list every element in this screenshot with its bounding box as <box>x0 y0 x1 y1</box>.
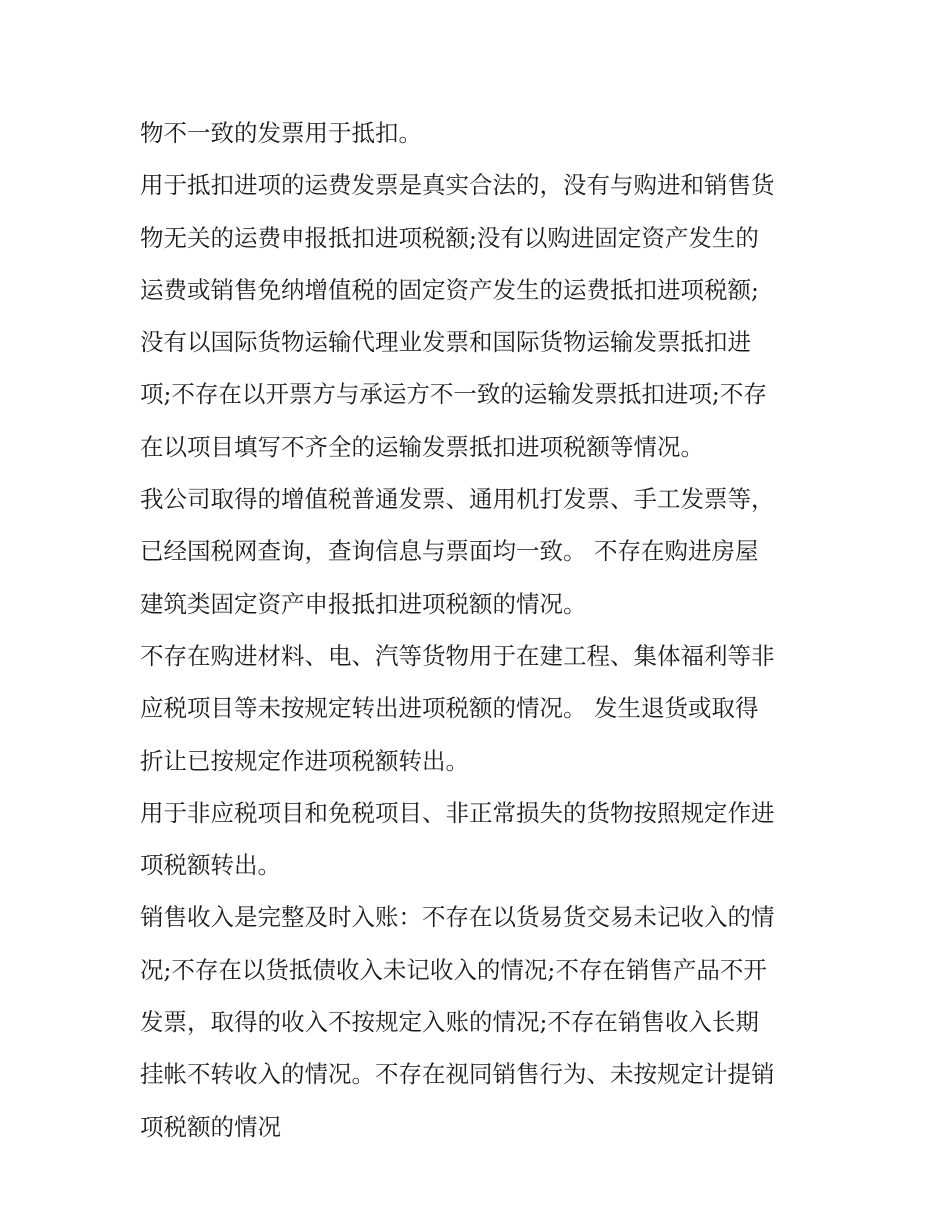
text-line: 已经国税网查询，查询信息与票面均一致。 不存在购进房屋 <box>140 537 759 566</box>
text-line: 不存在购进材料、电、汽等货物用于在建工程、集体福利等非 <box>140 641 775 670</box>
text-line: 没有以国际货物运输代理业发票和国际货物运输发票抵扣进 <box>140 328 751 357</box>
document-body <box>140 107 820 1153</box>
text-line: 销售收入是完整及时入账：不存在以货易货交易未记收入的情 <box>140 903 775 932</box>
text-line: 我公司取得的增值税普通发票、通用机打发票、手工发票等， <box>140 485 775 514</box>
text-line: 发票，取得的收入不按规定入账的情况;不存在销售收入长期 <box>140 1008 759 1037</box>
text-line: 折让已按规定作进项税额转出。 <box>140 746 469 775</box>
text-line: 挂帐不转收入的情况。不存在视同销售行为、未按规定计提销 <box>140 1060 775 1089</box>
text-line: 应税项目等未按规定转出进项税额的情况。 发生退货或取得 <box>140 694 759 723</box>
text-line: 运费或销售免纳增值税的固定资产发生的运费抵扣进项税额; <box>140 275 759 304</box>
text-line: 用于抵扣进项的运费发票是真实合法的，没有与购进和销售货 <box>140 171 775 200</box>
text-line: 物无关的运费申报抵扣进项税额;没有以购进固定资产发生的 <box>140 223 759 252</box>
text-line: 在以项目填写不齐全的运输发票抵扣进项税额等情况。 <box>140 432 704 461</box>
text-line: 项税额的情况 <box>140 1112 281 1141</box>
text-line: 项;不存在以开票方与承运方不一致的运输发票抵扣进项;不存 <box>140 380 767 409</box>
text-line: 项税额转出。 <box>140 851 281 880</box>
text-line: 况;不存在以货抵债收入未记收入的情况;不存在销售产品不开 <box>140 955 767 984</box>
text-line: 建筑类固定资产申报抵扣进项税额的情况。 <box>140 589 587 618</box>
text-line: 物不一致的发票用于抵扣。 <box>140 119 422 147</box>
text-line: 用于非应税项目和免税项目、非正常损失的货物按照规定作进 <box>140 798 775 827</box>
